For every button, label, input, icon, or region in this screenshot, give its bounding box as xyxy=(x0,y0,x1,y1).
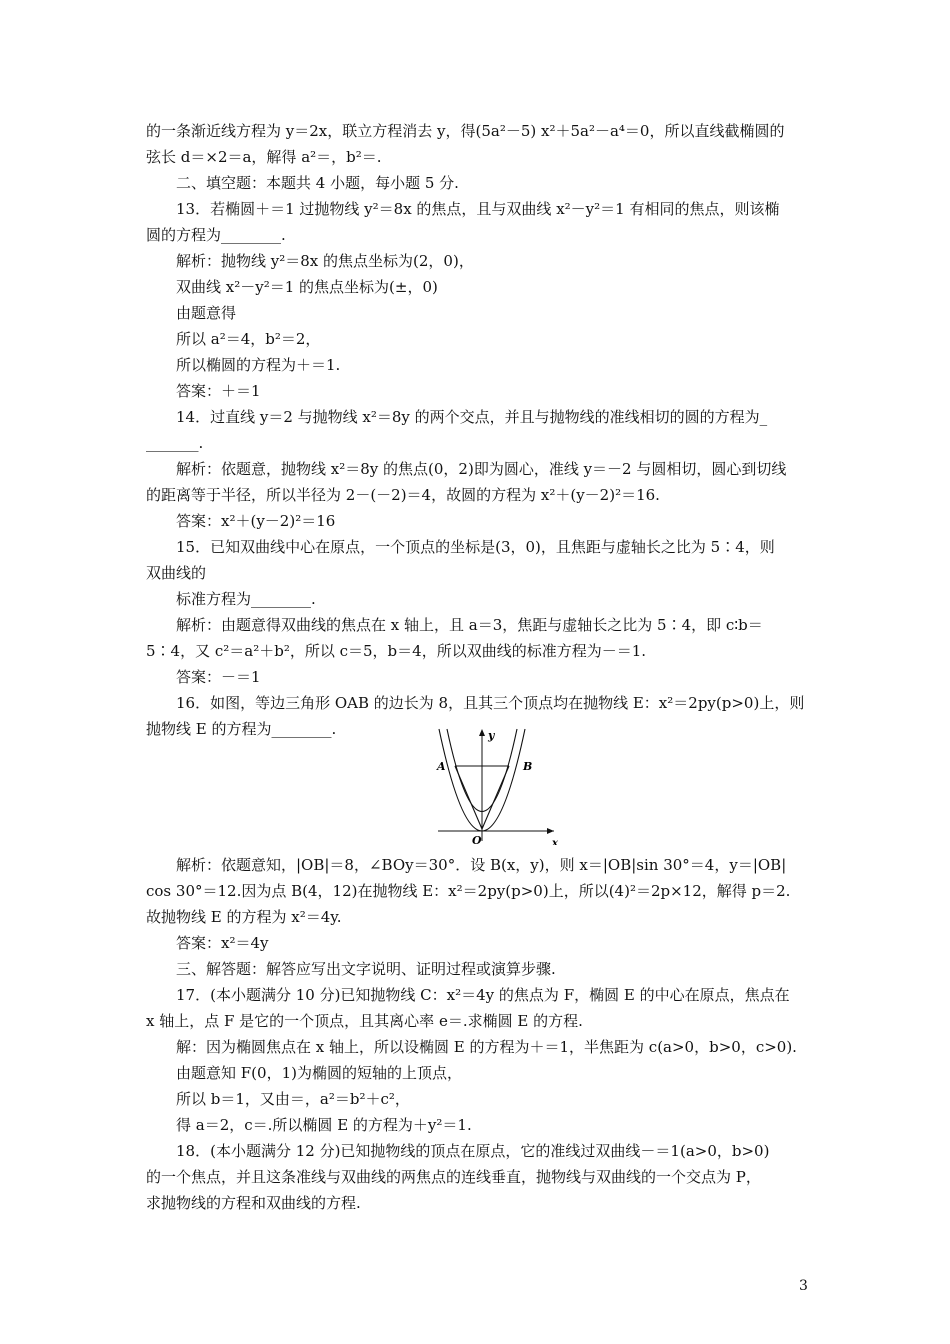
text-line: 的一个焦点，并且这条准线与双曲线的两焦点的连线垂直，抛物线与双曲线的一个交点为 P， xyxy=(146,1168,761,1186)
text-line: 求抛物线的方程和双曲线的方程. xyxy=(146,1194,361,1212)
text-line: 解析：由题意得双曲线的焦点在 x 轴上，且 a＝3，焦距与虚轴长之比为 5∶4，即 c∶b＝ xyxy=(176,616,763,634)
text-line: 得 a＝2，c＝.所以椭圆 E 的方程为＋y²＝1. xyxy=(176,1116,472,1134)
question-15: 15．已知双曲线中心在原点，一个顶点的坐标是(3，0)，且焦距与虚轴长之比为 5∶4，则 xyxy=(176,538,775,556)
y-axis-label: y xyxy=(488,729,495,742)
text-line: 所以 b＝1，又由＝，a²＝b²＋c²， xyxy=(176,1090,410,1108)
origin-label: O xyxy=(472,834,482,845)
text-line: cos 30°＝12.因为点 B(4，12)在抛物线 E：x²＝2py(p>0)上，所以(4)²＝2p×12，解得 p＝2. xyxy=(146,882,791,900)
question-17: 17．(本小题满分 10 分)已知抛物线 C：x²＝4y 的焦点为 F，椭圆 E 的中心在原点，焦点在 xyxy=(176,986,790,1004)
question-18: 18．(本小题满分 12 分)已知抛物线的顶点在原点，它的准线过双曲线－＝1(a>0，b>0) xyxy=(176,1142,770,1160)
question-16: 16．如图，等边三角形 OAB 的边长为 8，且其三个顶点均在抛物线 E：x²＝2py(p>0)上，则 xyxy=(176,694,805,712)
x-axis-arrow xyxy=(547,828,554,834)
text-line: 抛物线 E 的方程为________. xyxy=(146,720,337,738)
text-line: 解：因为椭圆焦点在 x 轴上，所以设椭圆 E 的方程为＋＝1，半焦距为 c(a>0，b>0，c>0). xyxy=(176,1038,797,1056)
y-axis-arrow xyxy=(479,729,485,736)
text-line: 弦长 d＝×2＝a，解得 a²＝，b²＝. xyxy=(146,148,382,166)
x-axis-label: x xyxy=(552,838,558,845)
text-line: 故抛物线 E 的方程为 x²＝4y. xyxy=(146,908,342,926)
parabola-triangle-figure xyxy=(428,723,564,845)
section-heading: 二、填空题：本题共 4 小题，每小题 5 分. xyxy=(176,174,459,192)
text-line: x 轴上，点 F 是它的一个顶点，且其离心率 e＝.求椭圆 E 的方程. xyxy=(146,1012,583,1030)
text-line: 解析：依题意，抛物线 x²＝8y 的焦点(0，2)即为圆心，准线 y＝－2 与圆相切，圆心到切线 xyxy=(176,460,787,478)
text-line: 双曲线的 xyxy=(146,564,207,582)
point-b-label: B xyxy=(523,760,533,773)
text-line: 解析：抛物线 y²＝8x 的焦点坐标为(2，0)， xyxy=(176,252,474,270)
text-line: 解析：依题意知，|OB|＝8，∠BOy＝30°．设 B(x，y)，则 x＝|OB|sin 30°＝4，y＝|OB| xyxy=(176,856,787,874)
text-line: 双曲线 x²－y²＝1 的焦点坐标为(±，0) xyxy=(176,278,438,296)
text-line: 所以椭圆的方程为＋＝1. xyxy=(176,356,341,374)
text-line: 圆的方程为________. xyxy=(146,226,286,244)
answer-15: 答案：－＝1 xyxy=(176,668,261,686)
question-13: 13．若椭圆＋＝1 过抛物线 y²＝8x 的焦点，且与双曲线 x²－y²＝1 有相同的焦点，则该椭 xyxy=(176,200,780,218)
answer-16: 答案：x²＝4y xyxy=(176,934,269,952)
text-line: 由题意得 xyxy=(176,304,237,322)
page-number: 3 xyxy=(799,1278,808,1294)
text-line: 由题意知 F(0，1)为椭圆的短轴的上顶点， xyxy=(176,1064,462,1082)
point-a-label: A xyxy=(437,760,446,773)
triangle-side-ob xyxy=(482,766,509,829)
question-14: 14．过直线 y＝2 与抛物线 x²＝8y 的两个交点，并且与抛物线的准线相切的圆的方程为_ xyxy=(176,408,768,426)
answer-14: 答案：x²＋(y－2)²＝16 xyxy=(176,512,336,530)
text-line: 5∶4，又 c²＝a²＋b²，所以 c＝5，b＝4，所以双曲线的标准方程为－＝1. xyxy=(146,642,647,660)
answer-13: 答案：＋＝1 xyxy=(176,382,261,400)
text-line: 的距离等于半径，所以半径为 2－(－2)＝4，故圆的方程为 x²＋(y－2)²＝16. xyxy=(146,486,660,504)
text-line: 的一条渐近线方程为 y＝2x，联立方程消去 y，得(5a²－5) x²＋5a²－a⁴＝0，所以直线截椭圆的 xyxy=(146,122,785,140)
triangle-side-oa xyxy=(455,766,482,829)
text-line: 标准方程为________. xyxy=(176,590,316,608)
text-line: 所以 a²＝4，b²＝2， xyxy=(176,330,321,348)
section-heading: 三、解答题：解答应写出文字说明、证明过程或演算步骤. xyxy=(176,960,556,978)
text-line: _______. xyxy=(146,434,204,452)
